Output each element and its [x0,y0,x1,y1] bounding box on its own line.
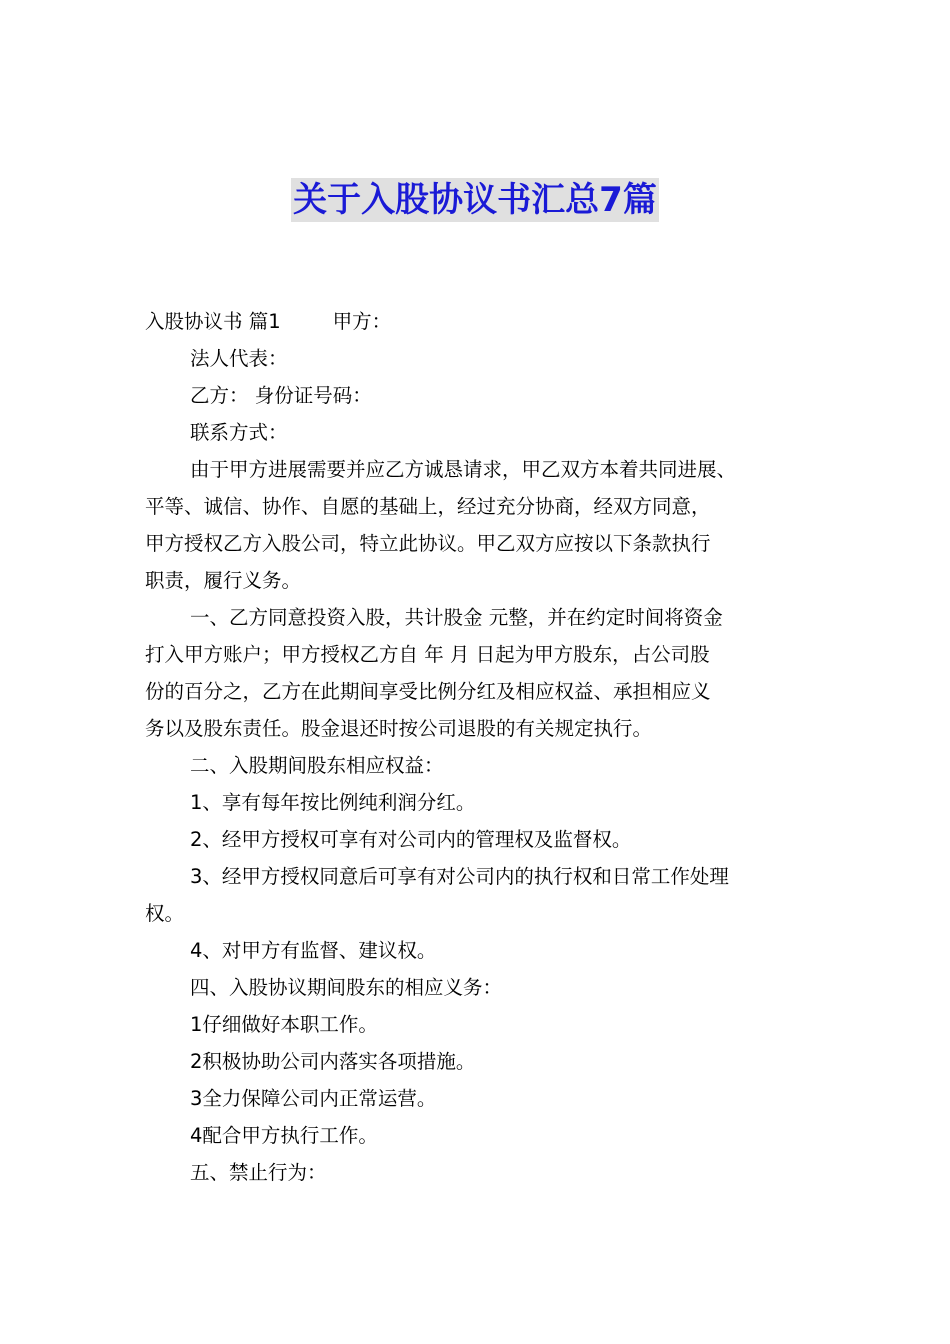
text-line: 4配合甲方执行工作。 [190,1124,378,1147]
text-line: 五、禁止行为： [190,1161,327,1184]
text-line: 二、入股期间股东相应权益： [190,754,444,777]
text-line: 由于甲方进展需要并应乙方诚恳请求，甲乙双方本着共同进展、 [190,458,737,481]
party-a-label: 甲方： [332,310,392,333]
text-line: 1仔细做好本职工作。 [190,1013,378,1036]
text-line: 4、对甲方有监督、建议权。 [190,939,437,962]
text-line: 打入甲方账户；甲方授权乙方自 年 月 日起为甲方股东，占公司股 [145,643,710,666]
section-heading: 入股协议书 篇1 [145,310,281,333]
text-line: 3、经甲方授权同意后可享有对公司内的执行权和日常工作处理 [190,865,729,888]
text-line: 份的百分之，乙方在此期间享受比例分红及相应权益、承担相应义 [145,680,711,703]
document-body [145,303,815,1191]
text-line: 一、乙方同意投资入股，共计股金 元整，并在约定时间将资金 [190,606,723,629]
text-line: 3全力保障公司内正常运营。 [190,1087,437,1110]
text-line: 甲方授权乙方入股公司，特立此协议。甲乙双方应按以下条款执行 [145,532,711,555]
text-line: 联系方式： [190,421,288,444]
title-container [0,178,950,222]
text-line: 2积极协助公司内落实各项措施。 [190,1050,476,1073]
text-line: 四、入股协议期间股东的相应义务： [190,976,503,999]
text-line: 平等、诚信、协作、自愿的基础上，经过充分协商，经双方同意， [145,495,711,518]
text-line: 务以及股东责任。股金退还时按公司退股的有关规定执行。 [145,717,653,740]
text-line: 1、享有每年按比例纯利润分红。 [190,791,476,814]
text-line: 职责，履行义务。 [145,569,302,592]
heading-line [145,303,815,340]
text-line: 乙方： 身份证号码： [190,384,372,407]
text-line: 2、经甲方授权可享有对公司内的管理权及监督权。 [190,828,632,851]
text-line: 权。 [145,902,185,925]
text-line: 法人代表： [190,347,288,370]
document-title: 关于入股协议书汇总7篇 [293,180,657,220]
